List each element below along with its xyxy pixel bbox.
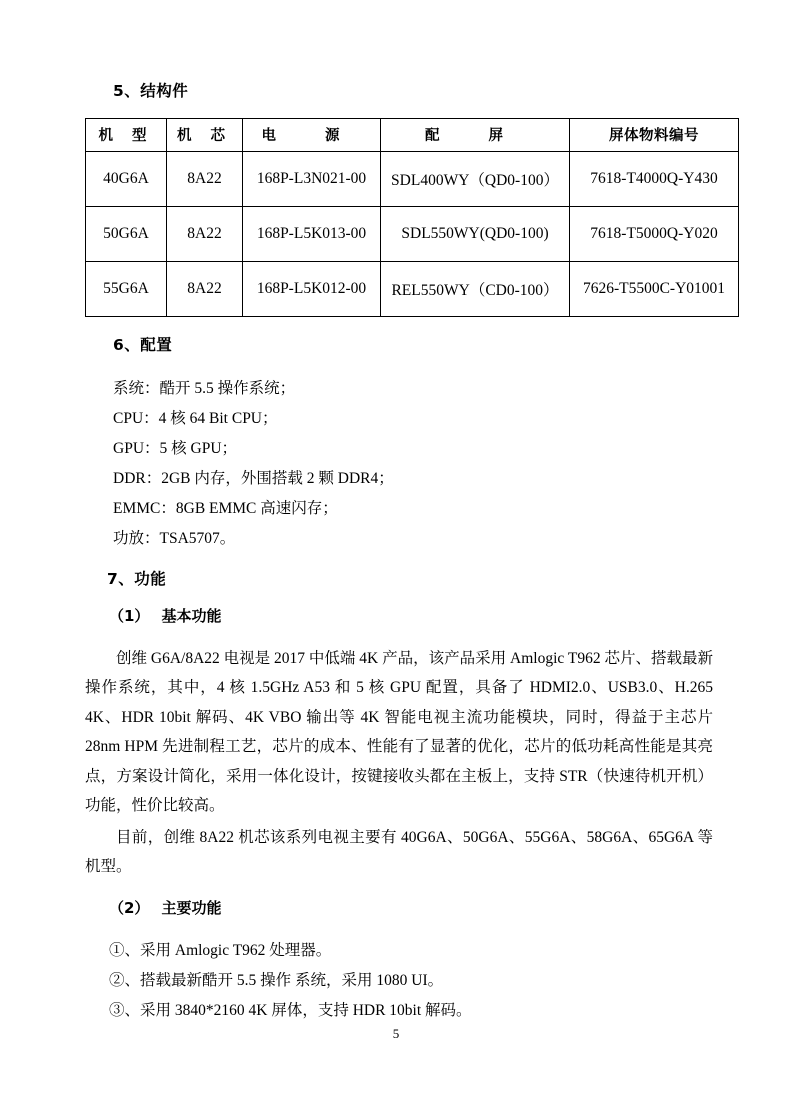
sub-heading-main-function <box>85 899 713 917</box>
cell-model: 50G6A <box>86 206 167 261</box>
feature-item-processor: ①、采用 Amlogic T962 处理器。 <box>109 941 332 959</box>
paragraph-product-overview: 创维 G6A/8A22 电视是 2017 中低端 4K 产品，该产品采用 Amlogic T962 芯片、搭载最新操作系统，其中，4 核 1.5GHz A53 和 5 核 GPU 配置，具备了 HDMI2.0、USB3.0、H.265 4K、HDR 10bit 解码、4K VBO 输出等 4K 智能电视主流功能模块，同时，得益于主芯片 28nm HPM 先进制程工艺，芯片的成本、性能有了显著的优化，芯片的低功耗高性能是其亮点，方案设计简化，采用一体化设计，按键接收头都在主板上，支持 STR（快速待机开机）功能，性价比较高。 <box>85 649 713 815</box>
cell-power: 168P-L5K013-00 <box>243 206 381 261</box>
cell-power: 168P-L3N021-00 <box>243 151 381 206</box>
config-item-gpu: GPU：5 核 GPU； <box>113 440 238 458</box>
config-item-emmc: EMMC：8GB EMMC 高速闪存； <box>113 500 338 518</box>
config-item-cpu: CPU：4 核 64 Bit CPU； <box>113 410 278 428</box>
cell-model: 55G6A <box>86 261 167 316</box>
sub-heading-basic-number: （1） <box>109 606 150 625</box>
cell-material-code: 7626-T5500C-Y01001 <box>570 261 739 316</box>
table-row <box>86 261 739 316</box>
table-row <box>86 206 739 261</box>
config-item-amplifier: 功放：TSA5707。 <box>113 530 236 548</box>
sub-heading-basic-title: 基本功能 <box>161 606 222 625</box>
config-list <box>85 374 713 554</box>
cell-panel: SDL400WY（QD0-100） <box>381 151 570 206</box>
cell-model: 40G6A <box>86 151 167 206</box>
config-item-system: 系统：酷开 5.5 操作系统； <box>113 380 296 398</box>
cell-chassis: 8A22 <box>167 261 243 316</box>
section-heading-structure: 5、结构件 <box>113 82 189 100</box>
main-function-list <box>85 936 713 1026</box>
table-header-chassis: 机 芯 <box>167 118 243 151</box>
cell-material-code: 7618-T4000Q-Y430 <box>570 151 739 206</box>
sub-heading-basic-function <box>85 607 713 625</box>
cell-chassis: 8A22 <box>167 206 243 261</box>
cell-panel: SDL550WY(QD0-100) <box>381 206 570 261</box>
cell-panel: REL550WY（CD0-100） <box>381 261 570 316</box>
section-heading-config: 6、配置 <box>113 335 173 354</box>
table-row <box>86 151 739 206</box>
page-number: 5 <box>392 1026 400 1041</box>
cell-power: 168P-L5K012-00 <box>243 261 381 316</box>
table-header-row <box>86 118 739 151</box>
section-heading-function: 7、功能 <box>107 570 167 589</box>
table-header-panel: 配 屏 <box>381 118 570 151</box>
config-item-ddr: DDR：2GB 内存，外围搭载 2 颗 DDR4； <box>113 470 394 488</box>
paragraph-model-lineup: 目前，创维 8A22 机芯该系列电视主要有 40G6A、50G6A、55G6A、58G6A、65G6A 等机型。 <box>85 828 713 876</box>
cell-chassis: 8A22 <box>167 151 243 206</box>
cell-material-code: 7618-T5000Q-Y020 <box>570 206 739 261</box>
table-header-material-code: 屏体物料编号 <box>570 118 739 151</box>
structure-spec-table <box>85 118 739 317</box>
sub-heading-main-number: （2） <box>109 898 150 917</box>
feature-item-panel: ③、采用 3840*2160 4K 屏体，支持 HDR 10bit 解码。 <box>109 1001 472 1019</box>
page-content <box>85 82 726 1026</box>
table-header-model: 机 型 <box>86 118 167 151</box>
feature-item-os: ②、搭载最新酷开 5.5 操作 系统，采用 1080 UI。 <box>109 971 444 989</box>
sub-heading-main-title: 主要功能 <box>161 898 222 917</box>
table-header-power: 电 源 <box>243 118 381 151</box>
